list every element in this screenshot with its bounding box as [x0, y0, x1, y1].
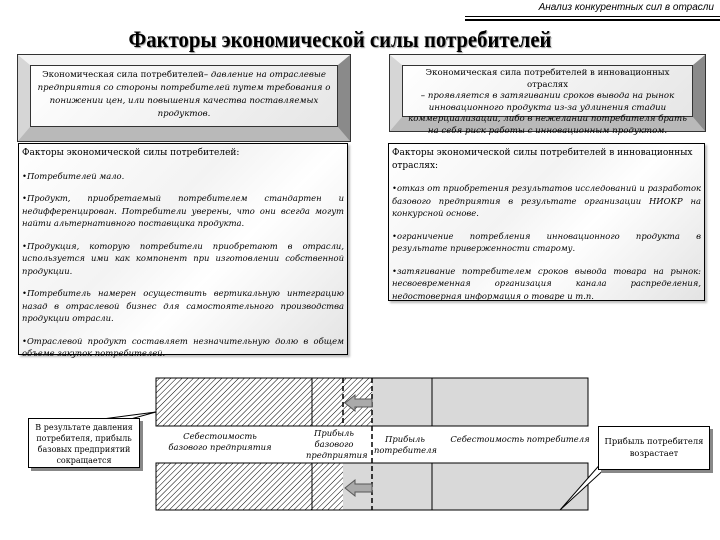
consumer-share-before	[372, 378, 588, 426]
definition-term: Экономическая сила потребителей	[42, 70, 204, 80]
definition-text: – проявляется в затягивании сроков вывода на рынок инновационного продукта из-за удлинения стадии коммерциализации, либо в нежелании потребителя брать на себя риск работы с инновационным продуктом.	[408, 91, 687, 136]
base-share-after	[156, 463, 343, 510]
base-share-before	[156, 378, 372, 426]
factor-item: •отказ от приобретения результатов исследований и разработок базового предприятия в результате организации НИОКР на конкурсной основе.	[392, 183, 701, 218]
label-consumer-cost: Себестоимость потребителя	[450, 434, 590, 444]
callout-left: В результате давления потребителя, прибыль базовых предприятий сокращается	[28, 418, 140, 468]
slide-title: Факторы экономической силы потребителей	[128, 27, 552, 52]
factor-item: •ограничение потребления инновационного продукта в результате приверженности старому.	[392, 230, 701, 253]
label-consumer-profit: Прибыль потребителя	[374, 434, 437, 455]
definition-term: Экономическая сила потребителей в инновационных отраслях	[425, 68, 670, 90]
factor-item: •Потребитель намерен осуществить вертикальную интеграцию назад в отраслевой бизнес для самостоятельного производства продукции отрасли.	[22, 288, 344, 323]
factor-item: •Потребителей мало.	[22, 170, 125, 181]
label-base-cost: Себестоимость базового предприятия	[168, 431, 272, 452]
factor-item: •Отраслевой продукт составляет незначительную долю в общем объеме закупок потребителей.	[22, 335, 344, 358]
section-header: Анализ конкурентных сил в отрасли	[538, 2, 714, 13]
label-base-profit: Прибыль базового предприятия	[306, 428, 368, 460]
panel-heading: Факторы экономической силы потребителей:	[22, 148, 240, 158]
factor-item: •Продукция, которую потребители приобретают в отрасли, используется ими как компонент при изготовлении собственной продукции.	[22, 240, 344, 276]
panel-heading: Факторы экономической силы потребителей в инновационных отраслях:	[392, 148, 693, 171]
definition-text: – давление на отраслевые предприятия со стороны потребителей путем требования о понижении цен, или повышения качества поставляемых продуктов.	[37, 70, 331, 119]
factor-item: •Продукт, приобретаемый потребителем стандартен и недифференцирован. Потребители уверены, что они всегда могут найти альтернативного поставщика продукта.	[22, 193, 344, 228]
factor-item: •затягивание потребителем сроков вывода товара на рынок: несвоевременная организация канала распределения, недостоверная информация о товаре и т.п.	[392, 265, 701, 301]
callout-right: Прибыль потребителя возрастает	[598, 426, 710, 470]
consumer-share-after	[343, 463, 588, 510]
